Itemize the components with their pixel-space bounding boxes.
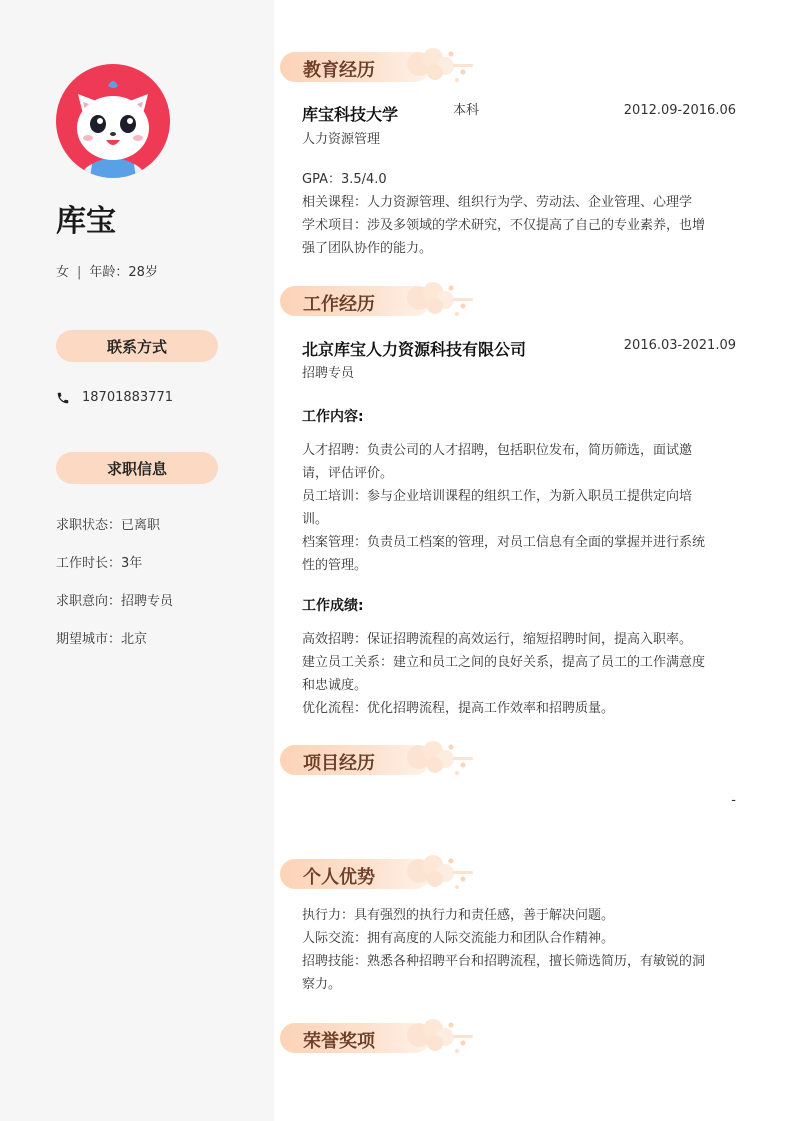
education-section-header <box>280 50 480 86</box>
desired-city: 期望城市：北京 <box>56 632 148 647</box>
company-name: 北京库宝人力资源科技有限公司 <box>302 340 527 359</box>
academic-projects-line2: 强了团队协作的能力。 <box>302 241 433 256</box>
cloud-decoration-icon <box>405 280 485 320</box>
achievement-line: 优化流程：优化招聘流程，提高工作效率和招聘质量。 <box>302 701 615 716</box>
cloud-decoration-icon <box>405 739 485 779</box>
education-dates: 2012.09-2016.06 <box>623 103 736 118</box>
academic-projects-line1: 学术项目：涉及多领域的学术研究，不仅提高了自己的专业素养，也增 <box>302 218 706 233</box>
work-content-line: 人才招聘：负责公司的人才招聘，包括职位发布，简历筛选，面试邀 <box>302 443 693 458</box>
phone-number: 18701883771 <box>82 390 173 405</box>
strengths-heading: 个人优势 <box>303 867 375 888</box>
cloud-decoration-icon <box>405 1017 485 1057</box>
work-content-line: 请，评估评价。 <box>302 466 394 481</box>
job-info-heading: 求职信息 <box>56 452 218 484</box>
work-duration: 工作时长：3年 <box>56 556 143 571</box>
achievement-line: 建立员工关系：建立和员工之间的良好关系，提高了员工的工作满意度 <box>302 655 706 670</box>
education-heading: 教育经历 <box>303 60 375 81</box>
project-section-header <box>280 743 480 779</box>
work-content-line: 档案管理：负责员工档案的管理，对员工信息有全面的掌握并进行系统 <box>302 535 706 550</box>
strength-line: 察力。 <box>302 977 342 992</box>
work-section-header <box>280 284 480 320</box>
strength-line: 招聘技能：熟悉各种招聘平台和招聘流程，擅长筛选简历，有敏锐的洞 <box>302 954 706 969</box>
gpa: GPA：3.5/4.0 <box>302 172 387 187</box>
work-heading: 工作经历 <box>303 294 375 315</box>
cloud-decoration-icon <box>405 853 485 893</box>
major: 人力资源管理 <box>302 132 381 147</box>
honors-section-header <box>280 1021 480 1057</box>
achievement-line: 高效招聘：保证招聘流程的高效运行，缩短招聘时间，提高入职率。 <box>302 632 693 647</box>
honors-heading: 荣誉奖项 <box>303 1031 375 1052</box>
profile-name: 库宝 <box>56 204 116 239</box>
project-heading: 项目经历 <box>303 753 375 774</box>
strengths-section-header <box>280 857 480 893</box>
work-content-line: 员工培训：参与企业培训课程的组织工作，为新入职员工提供定向培 <box>302 489 693 504</box>
contact-heading: 联系方式 <box>56 330 218 362</box>
job-status: 求职状态：已离职 <box>56 518 161 533</box>
achievement-line: 和忠诚度。 <box>302 678 368 693</box>
position: 招聘专员 <box>302 366 355 381</box>
degree: 本科 <box>453 103 480 118</box>
phone-row <box>56 390 173 405</box>
work-dates: 2016.03-2021.09 <box>623 338 736 353</box>
work-content-line: 性的管理。 <box>302 558 368 573</box>
courses: 相关课程：人力资源管理、组织行为学、劳动法、企业管理、心理学 <box>302 195 693 210</box>
strength-line: 人际交流：拥有高度的人际交流能力和团队合作精神。 <box>302 931 615 946</box>
cloud-decoration-icon <box>405 46 485 86</box>
basic-info <box>56 261 158 280</box>
gender: 女 <box>56 265 70 280</box>
mascot-cat-icon <box>56 64 170 178</box>
separator: | <box>77 265 82 280</box>
avatar <box>56 64 170 178</box>
work-content-heading: 工作内容: <box>302 409 364 425</box>
age: 年龄：28岁 <box>89 265 158 280</box>
school-name: 库宝科技大学 <box>302 105 399 124</box>
work-content-line: 训。 <box>302 512 329 527</box>
strength-line: 执行力：具有强烈的执行力和责任感，善于解决问题。 <box>302 908 615 923</box>
project-placeholder: - <box>731 793 736 808</box>
achievements-heading: 工作成绩: <box>302 598 364 614</box>
job-intention: 求职意向：招聘专员 <box>56 594 174 609</box>
phone-icon <box>56 391 70 405</box>
